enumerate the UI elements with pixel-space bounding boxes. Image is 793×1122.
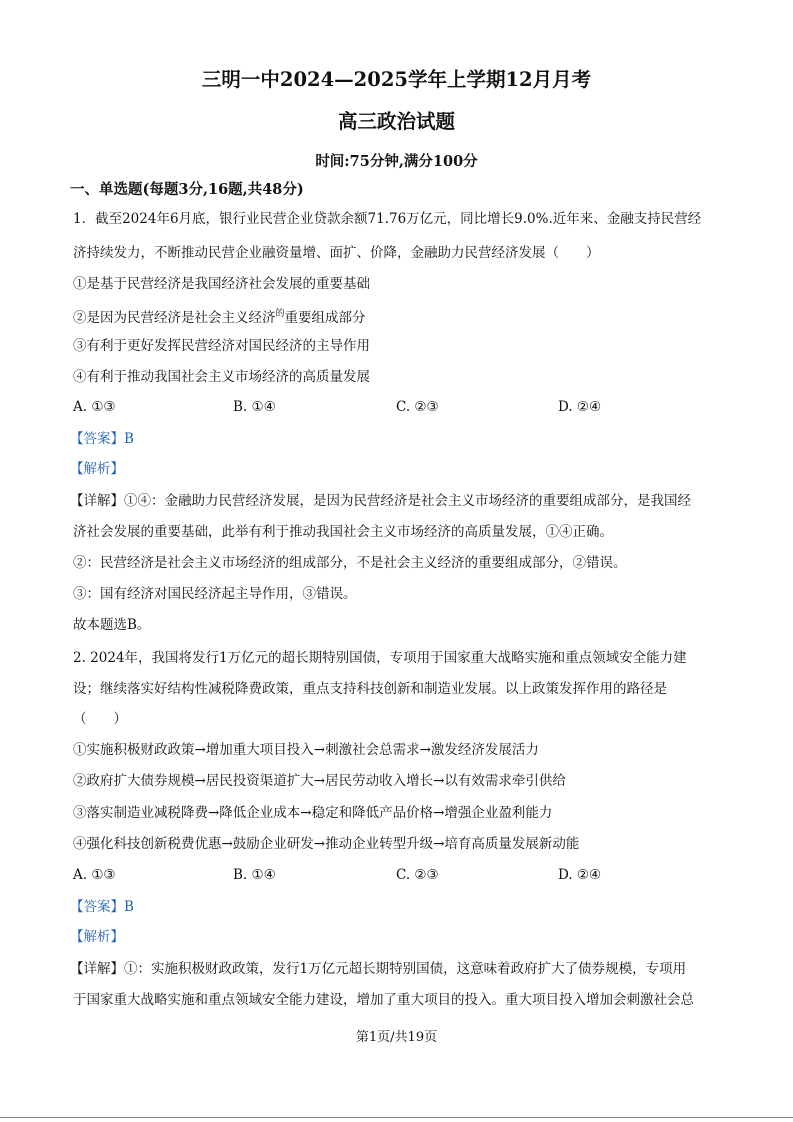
q2-option-b: B. ①④ <box>233 867 276 883</box>
q2-item-1: ①实施积极财政政策→增加重大项目投入→刺激社会总需求→激发经济发展活力 <box>73 742 539 758</box>
q1-detail-line-2: 济社会发展的重要基础，此举有利于推动我国社会主义市场经济的高质量发展，①④正确。 <box>73 524 613 540</box>
q1-detail-line-3: ②：民营经济是社会主义市场经济的组成部分，不是社会主义经济的重要组成部分，②错误。 <box>73 555 627 571</box>
q1-item-2-tail: 重要组成部分 <box>284 310 366 326</box>
q1-option-d: D. ②④ <box>558 399 602 415</box>
q1-answer <box>70 431 134 447</box>
q2-item-3: ③落实制造业减税降费→降低企业成本→稳定和降低产品价格→增强企业盈利能力 <box>73 805 553 821</box>
q1-item-1: ①是基于民营经济是我国经济社会发展的重要基础 <box>73 276 370 292</box>
q1-option-b: B. ①④ <box>233 399 276 415</box>
q2-item-4: ④强化科技创新税费优惠→鼓励企业研发→推动企业转型升级→培育高质量发展新动能 <box>73 836 580 852</box>
q1-detail-line-4: ③：国有经济对国民经济起主导作用，③错误。 <box>73 586 357 602</box>
exam-title: 三明一中2024—2025学年上学期12月月考 <box>201 68 592 91</box>
q1-item-2-mark: 的 <box>275 309 285 319</box>
q1-item-4: ④有利于推动我国社会主义市场经济的高质量发展 <box>73 369 370 385</box>
q2-answer <box>70 899 134 915</box>
q2-detail-line-2: 于国家重大战略实施和重点领域安全能力建设，增加了重大项目的投入。重大项目投入增加会刺激社会总 <box>73 992 694 1008</box>
q2-option-d: D. ②④ <box>558 867 602 883</box>
q1-stem-line-1: 1．截至2024年6月底，银行业民营企业贷款余额71.76万亿元，同比增长9.0%.近年来、金融支持民营经 <box>73 211 702 227</box>
q2-stem-line-2: 设；继续落实好结构性减税降费政策，重点支持科技创新和制造业发展。以上政策发挥作用的路径是 <box>73 681 667 697</box>
section-heading: 一、单选题(每题3分,16题,共48分) <box>70 181 304 198</box>
q2-stem-line-3: （ ） <box>73 711 127 727</box>
q2-option-c: C. ②③ <box>396 867 439 883</box>
q1-item-3: ③有利于更好发挥民营经济对国民经济的主导作用 <box>73 338 370 354</box>
q2-detail-line-1: 【详解】①：实施积极财政政策，发行1万亿元超长期特别国债，这意味着政府扩大了债券规模，专项用 <box>70 961 687 977</box>
q2-stem-line-1: 2. 2024年，我国将发行1万亿元的超长期特别国债，专项用于国家重大战略实施和重点领域安全能力建 <box>73 650 687 666</box>
q2-option-a: A. ①③ <box>73 867 116 883</box>
q1-analysis-label: 【解析】 <box>70 461 124 477</box>
q1-option-c: C. ②③ <box>396 399 439 415</box>
bottom-divider <box>0 1117 793 1118</box>
q2-answer-label: 【答案】B <box>70 899 134 915</box>
q2-item-2: ②政府扩大债券规模→居民投资渠道扩大→居民劳动收入增长→以有效需求牵引供给 <box>73 773 566 789</box>
q2-analysis-label: 【解析】 <box>70 929 124 945</box>
q1-item-2-text: ②是因为民营经济是社会主义经济 <box>73 310 276 326</box>
q1-option-a: A. ①③ <box>73 399 116 415</box>
q1-detail-line-5: 故本题选B。 <box>73 617 151 633</box>
page-footer: 第1页/共19页 <box>355 1030 438 1045</box>
q1-answer-label: 【答案】B <box>70 431 134 447</box>
exam-time-info: 时间:75分钟,满分100分 <box>315 153 478 170</box>
q1-stem-line-2: 济持续发力，不断推动民营企业融资量增、面扩、价降，金融助力民营经济发展（ ） <box>73 245 600 261</box>
exam-subtitle: 高三政治试题 <box>337 110 455 133</box>
q1-item-2 <box>73 306 366 326</box>
q1-detail-line-1: 【详解】①④：金融助力民营经济发展，是因为民营经济是社会主义市场经济的重要组成部分，是我国经 <box>70 493 691 509</box>
